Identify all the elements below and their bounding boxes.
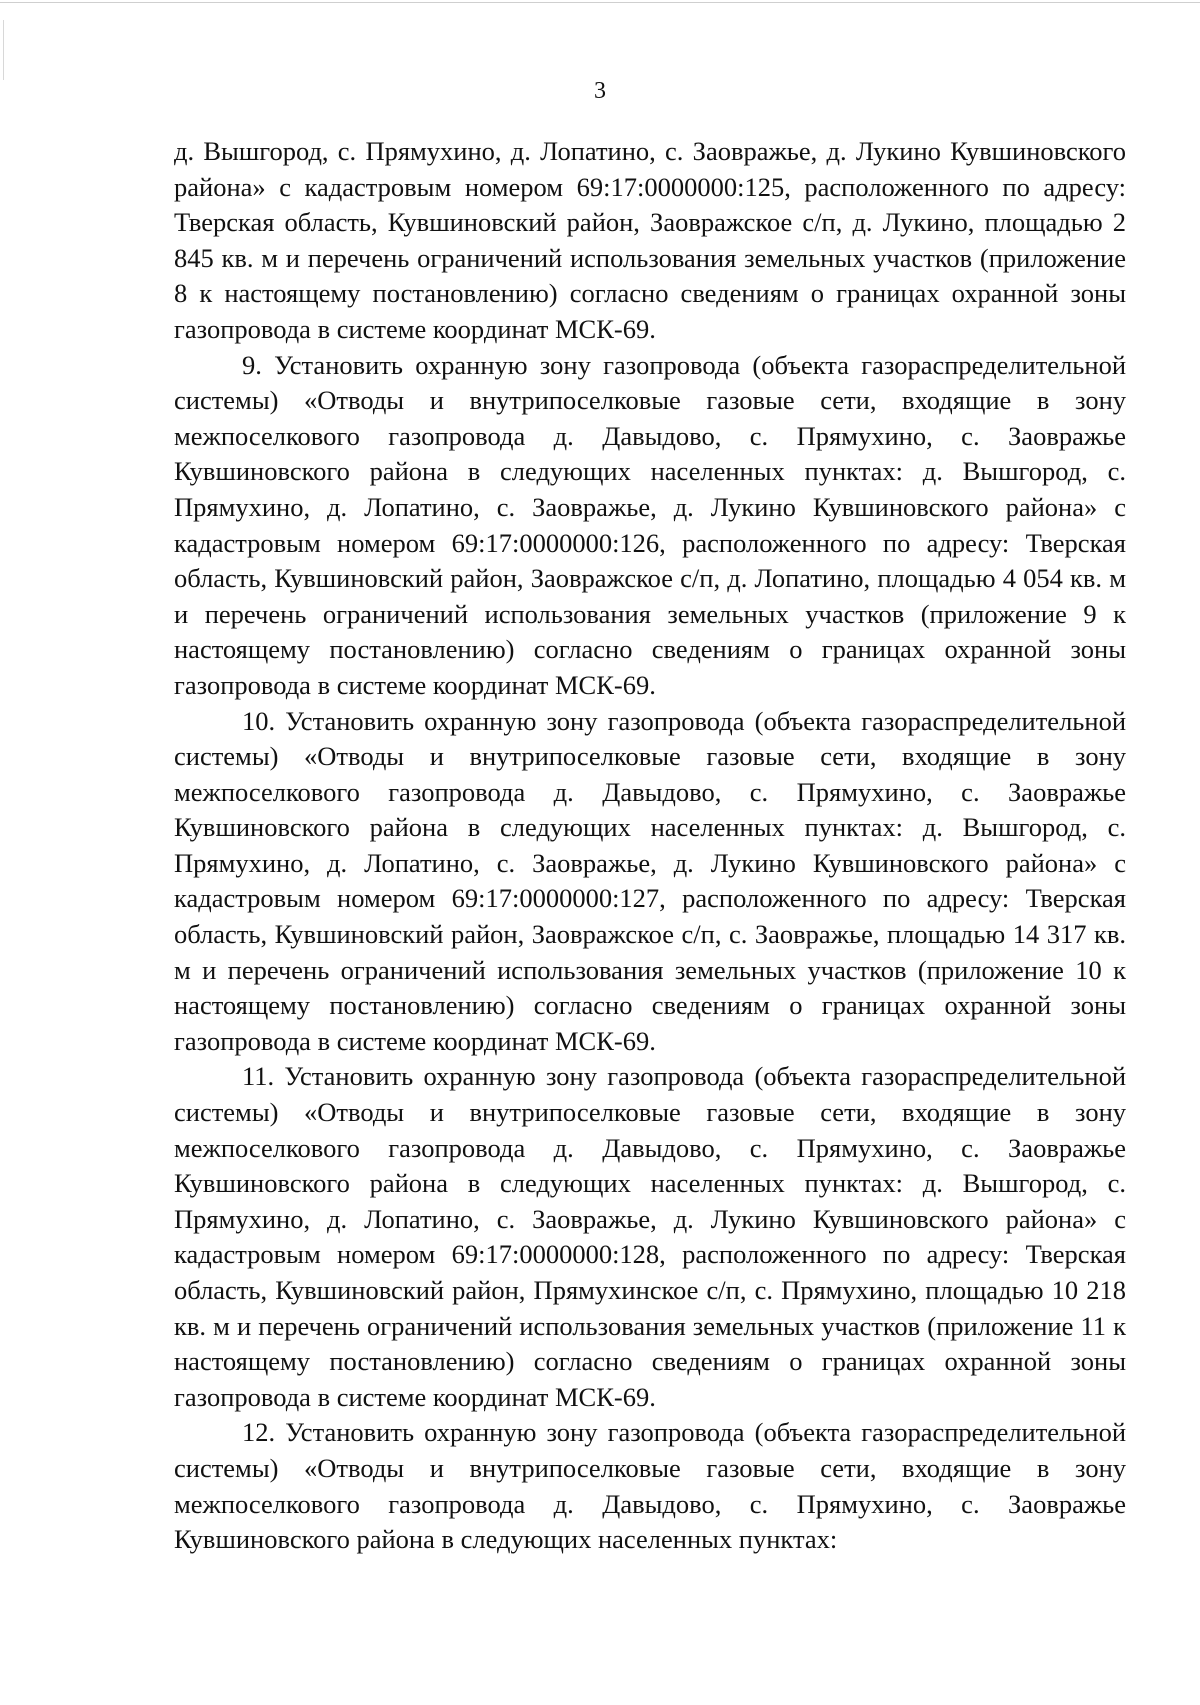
paragraph-item-9: 9. Установить охранную зону газопровода (объекта газораспределительной системы) «Отводы и внутрипоселковые газовые сети, входящие в зону межпоселкового газопровода д. Давыдово, с. Прямухино, с. Заовражье Кувшиновского района в следующих населенных пунктах: д. Вышгород, с. Прямухино, д. Лопатино, с. Заовражье, д. Лукино Кувшиновского района» с кадастровым номером 69:17:0000000:126, расположенного по адресу: Тверская область, Кувшиновский район, Заовражское с/п, д. Лопатино, площадью 4 054 кв. м и перечень ограничений использования земельных участков (приложение 9 к настоящему постановлению) согласно сведениям о границах охранной зоны газопровода в системе координат МСК-69. — [174, 349, 1126, 700]
paragraph-continuation: д. Вышгород, с. Прямухино, д. Лопатино, с. Заовражье, д. Лукино Кувшиновского района» с кадастровым номером 69:17:0000000:125, расположенного по адресу: Тверская область, Кувшиновский район, Заовражское с/п, д. Лукино, площадью 2 845 кв. м и перечень ограничений использования земельных участков (приложение 8 к настоящему постановлению) согласно сведениям о границах охранной зоны газопровода в системе координат МСК-69. — [174, 136, 1126, 344]
scan-edge-top — [0, 2, 1200, 3]
scan-edge-left — [3, 20, 4, 80]
page-number: 3 — [594, 78, 606, 104]
paragraph-item-11: 11. Установить охранную зону газопровода (объекта газораспределительной системы) «Отводы и внутрипоселковые газовые сети, входящие в зону межпоселкового газопровода д. Давыдово, с. Прямухино, с. Заовражье Кувшиновского района в следующих населенных пунктах: д. Вышгород, с. Прямухино, д. Лопатино, с. Заовражье, д. Лукино Кувшиновского района» с кадастровым номером 69:17:0000000:128, расположенного по адресу: Тверская область, Кувшиновский район, Прямухинское с/п, с. Прямухино, площадью 10 218 кв. м и перечень ограничений использования земельных участков (приложение 11 к настоящему постановлению) согласно сведениям о границах охранной зоны газопровода в системе координат МСК-69. — [174, 1061, 1126, 1412]
paragraph-item-12: 12. Установить охранную зону газопровода (объекта газораспределительной системы) «Отводы и внутрипоселковые газовые сети, входящие в зону межпоселкового газопровода д. Давыдово, с. Прямухино, с. Заовражье Кувшиновского района в следующих населенных пунктах: — [174, 1417, 1126, 1555]
document-body — [174, 134, 1126, 1558]
paragraph-item-10: 10. Установить охранную зону газопровода (объекта газораспределительной системы) «Отводы и внутрипоселковые газовые сети, входящие в зону межпоселкового газопровода д. Давыдово, с. Прямухино, с. Заовражье Кувшиновского района в следующих населенных пунктах: д. Вышгород, с. Прямухино, д. Лопатино, с. Заовражье, д. Лукино Кувшиновского района» с кадастровым номером 69:17:0000000:127, расположенного по адресу: Тверская область, Кувшиновский район, Заовражское с/п, с. Заовражье, площадью 14 317 кв. м и перечень ограничений использования земельных участков (приложение 10 к настоящему постановлению) согласно сведениям о границах охранной зоны газопровода в системе координат МСК-69. — [174, 705, 1126, 1056]
